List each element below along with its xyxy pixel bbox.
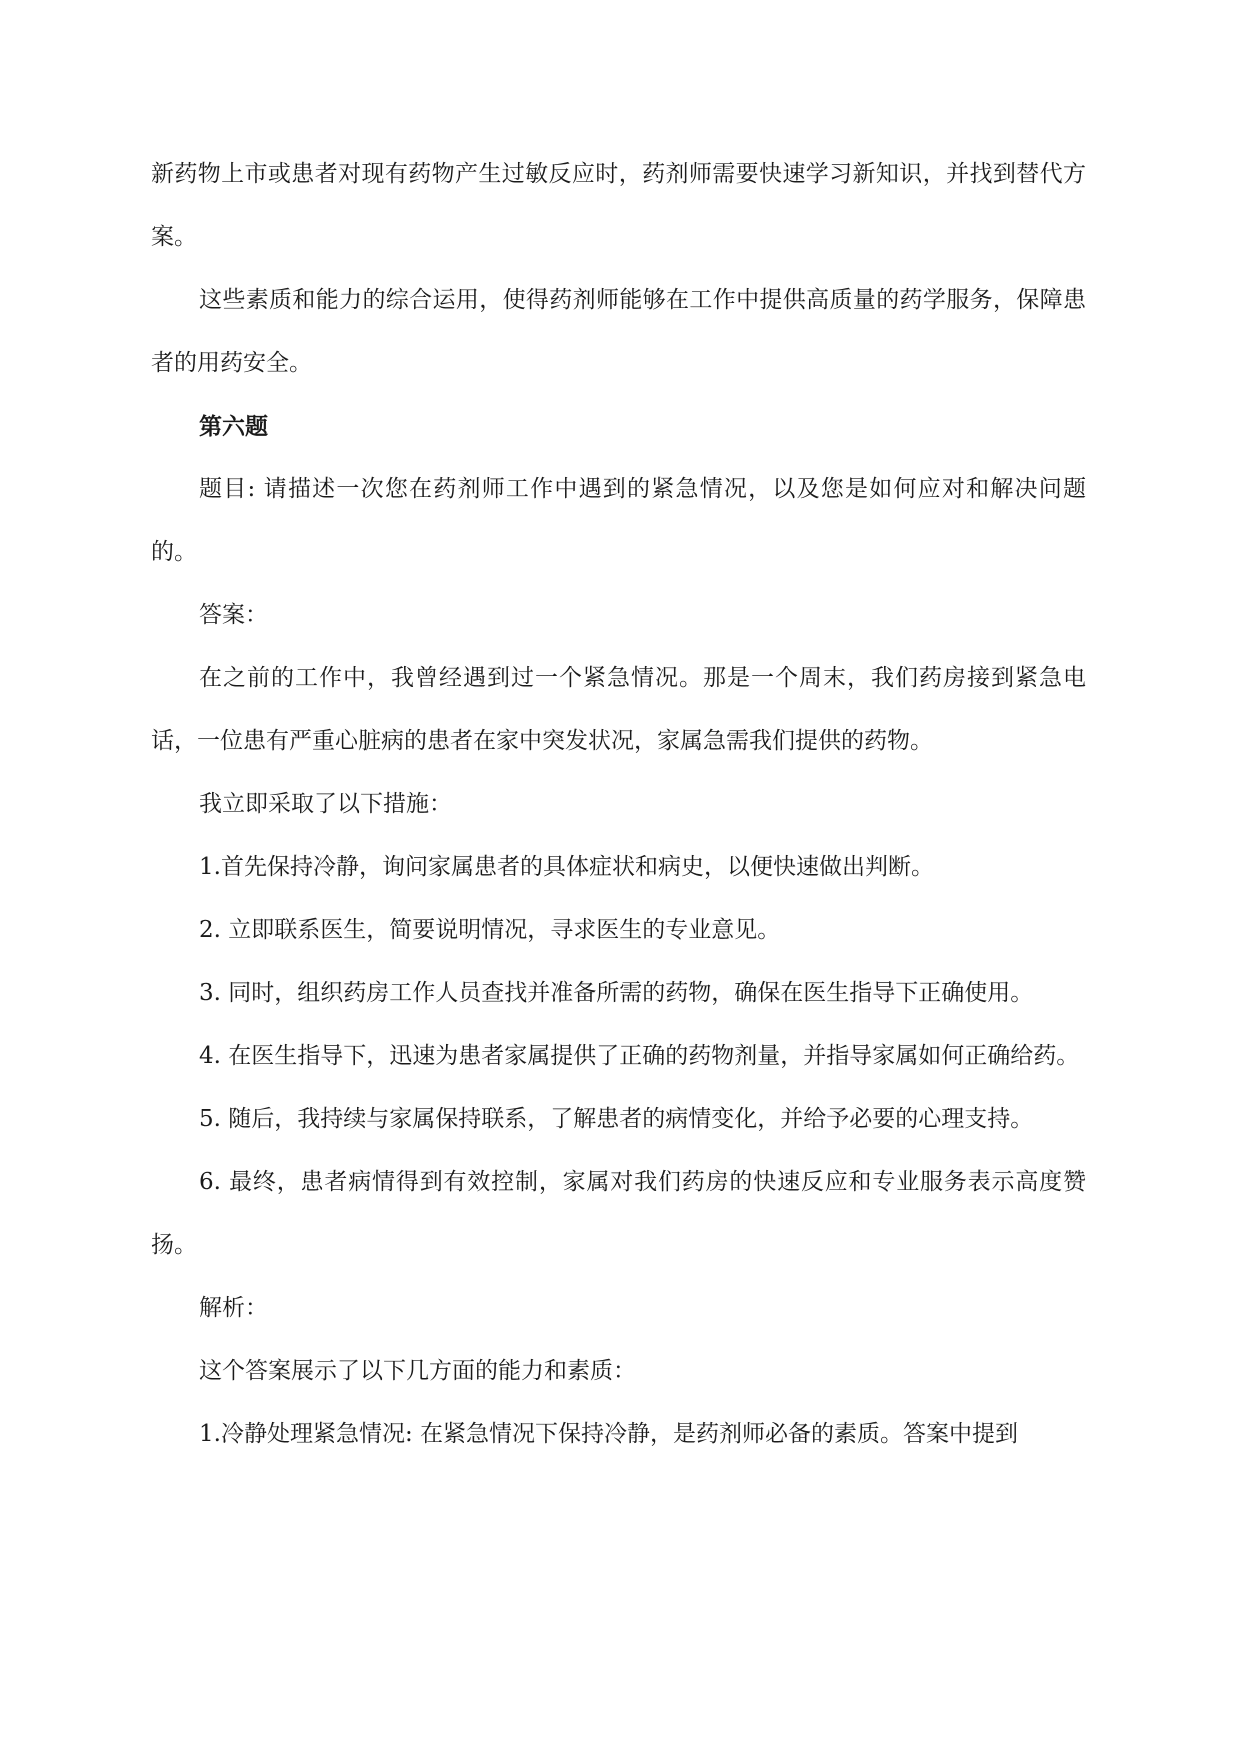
list-item-1: 1.首先保持冷静，询问家属患者的具体症状和病史，以便快速做出判断。	[199, 854, 934, 880]
paragraph-summary: 这些素质和能力的综合运用，使得药剂师能够在工作中提供高质量的药学服务，保障患者的用药安全。	[151, 287, 1086, 376]
document-body	[151, 143, 1086, 1466]
analysis-label: 解析：	[199, 1295, 268, 1321]
section-heading: 第六题	[199, 413, 268, 440]
list-item-2: 2. 立即联系医生，简要说明情况，寻求医生的专业意见。	[199, 917, 781, 943]
list-item-3: 3. 同时，组织药房工作人员查找并准备所需的药物，确保在医生指导下正确使用。	[199, 980, 1034, 1006]
question-text: 题目: 请描述一次您在药剂师工作中遇到的紧急情况，以及您是如何应对和解决问题的。	[151, 476, 1086, 565]
list-item-6: 6. 最终，患者病情得到有效控制，家属对我们药房的快速反应和专业服务表示高度赞扬。	[151, 1169, 1086, 1258]
list-item-4: 4. 在医生指导下，迅速为患者家属提供了正确的药物剂量，并指导家属如何正确给药。	[199, 1043, 1080, 1069]
paragraph-continuation: 新药物上市或患者对现有药物产生过敏反应时，药剂师需要快速学习新知识，并找到替代方案。	[151, 161, 1086, 250]
analysis-intro: 这个答案展示了以下几方面的能力和素质：	[199, 1358, 636, 1384]
answer-label: 答案：	[199, 602, 268, 628]
list-item-5: 5. 随后，我持续与家属保持联系，了解患者的病情变化，并给予必要的心理支持。	[199, 1106, 1034, 1132]
answer-intro: 在之前的工作中，我曾经遇到过一个紧急情况。那是一个周末，我们药房接到紧急电话，一位患有严重心脏病的患者在家中突发状况，家属急需我们提供的药物。	[151, 665, 1086, 754]
measures-intro: 我立即采取了以下措施：	[199, 791, 452, 817]
analysis-item-1: 1.冷静处理紧急情况: 在紧急情况下保持冷静，是药剂师必备的素质。答案中提到	[199, 1421, 1019, 1447]
